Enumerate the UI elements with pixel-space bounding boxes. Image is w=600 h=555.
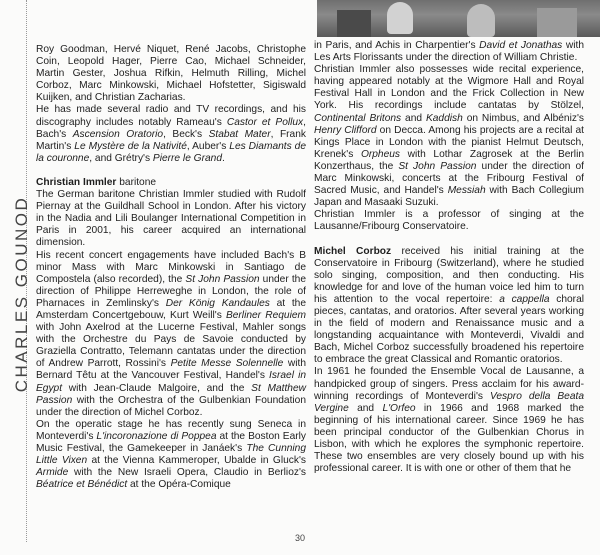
paragraph: In 1961 he founded the Ensemble Vocal de Lausanne, a handpicked group of singers. Press acclaim for his award-winning recordings of Monteverdi's Vespro della Beata Vergine and L'Orfeo in 1966 and 1968 marked the beginning of his international career. Since 1969 he has been principal conductor of the Gulbenkian Chorus in Lisbon, with which he explores the symphonic repertoire. These two ensembles are very closely bound up with his professional career. It is with one or other of them that he <box>314 366 584 475</box>
paragraph: On the operatic stage he has recently sung Seneca in Monteverdi's L'incoronazione di Poppea at the Boston Early Music Festival, the Gamekeeper in Janáek's The Cunning Little Vixen at the Vienna Kammeroper, Ubalde in Gluck's Armide with the New Israeli Opera, Claudio in Berlioz's Béatrice et Bénédict at the Opéra-Comique <box>36 418 307 491</box>
paragraph: The German baritone Christian Immler studied with Rudolf Piernay at the Guildhall School in London. After his victory in the Nadia and Lili Boulanger International Competition in Paris in 2001, his career acquired an international dimension. <box>36 189 306 249</box>
paragraph: Christian Immler is a professor of singing at the Lausanne/Fribourg Conservatoire. <box>314 209 584 233</box>
performer-name: Christian Immler <box>36 176 117 188</box>
paragraph: His recent concert engagements have included Bach's B minor Mass with Marc Minkowski in Santiago de Compostela (also recorded), the St John Passion under the direction of Philippe Herreweghe in London, the role of Pharnaces in Zemlinsky's Der König Kandaules at the Amsterdam Concertgebouw, Kurt Weill's Berliner Requiem with John Axelrod at the Lucerne Festival, Mahler songs with the Orchestre du Pays de Savoie conducted by Graziella Contratto, Telemann cantatas under the direction of Andrew Parrott, Rossini's Petite Messe Solennelle with Bernard Têtu at the Vancouver Festival, Handel's Israel in Egypt with Jean-Claude Malgoire, and the St Matthew Passion with the Orchestra of the Gulbenkian Foundation under the direction of Michel Corboz. <box>36 249 307 418</box>
paragraph: in Paris, and Achis in Charpentier's David et Jonathas with Les Arts Florissants under the direction of William Christie. <box>314 40 584 64</box>
left-column <box>36 44 306 491</box>
performer-role: baritone <box>116 176 157 188</box>
performance-photo <box>317 0 600 37</box>
paragraph: He has made several radio and TV recordings, and his discography includes notably Rameau's Castor et Pollux, Bach's Ascension Oratorio, Beck's Stabat Mater, Frank Martin's Le Mystère de la Nativité, Auber's Les Diamants de la couronne, and Grétry's Pierre le Grand. <box>36 104 306 164</box>
bio-heading <box>36 177 306 189</box>
paragraph: Roy Goodman, Hervé Niquet, René Jacobs, Christophe Coin, Leopold Hager, Pierre Cao, Michael Schneider, Martin Gester, Joshua Rifkin, Helmuth Rilling, Michel Corboz, Marc Minkowski, Michael Hofstetter, Sigiswald Kuijken, and Christian Zacharias. <box>36 44 306 104</box>
paragraph: Christian Immler also possesses wide recital experience, having appeared notably at the Wigmore Hall and Royal Festival Hall in London and the Frick Collection in New York. His recordings include cantatas by Stölzel, Continental Britons and Kaddish on Nimbus, and Albéniz's Henry Clifford on Decca. Among his projects are a recital at Kings Place in London with the pianist Helmut Deutsch, Krenek's Orpheus with Lothar Zagrosek at the Berlin Konzerthaus, the St John Passion under the direction of Marc Minkowski, concerts at the Fribourg Festival of Sacred Music, and Handel's Messiah with Bach Collegium Japan and Masaaki Suzuki. <box>314 64 585 209</box>
performer-name: Michel Corboz <box>314 245 392 257</box>
paragraph: Michel Corboz received his initial training at the Conservatoire in Fribourg (Switzerland), where he studied solo singing, composition, and then conducting. His knowledge for and love of the human voice led him to turn his attention to the vocal repertoire: a cappella choral pieces, cantatas, and oratorios. After several years working in the field of modern and Renaissance music and a longstanding acquaintance with Monteverdi, Vivaldi and Bach, Michel Corboz successfully broadened his repertoire to embrace the great Classical and Romantic oratorios. <box>314 245 584 366</box>
right-column <box>314 40 584 475</box>
page-number: 30 <box>294 533 305 543</box>
section-title: CHARLES GOUNOD <box>12 195 31 393</box>
